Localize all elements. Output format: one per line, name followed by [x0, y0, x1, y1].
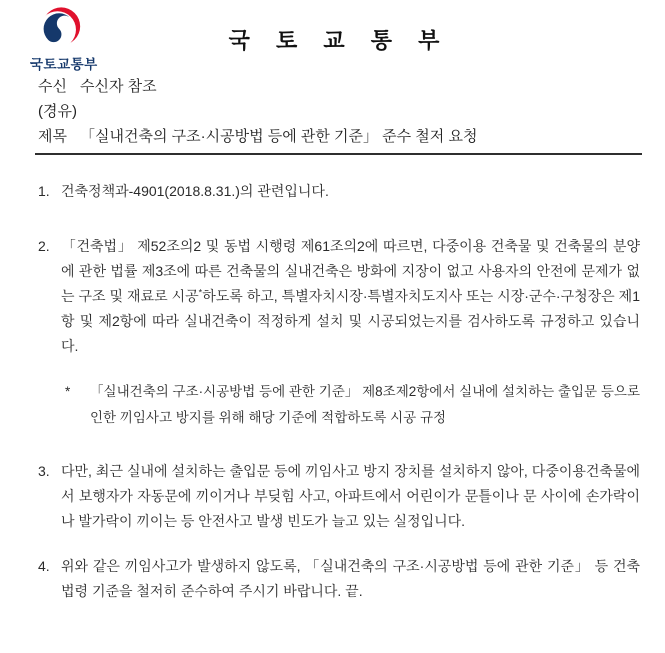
ministry-emblem-icon	[39, 6, 81, 50]
paragraph-1-text: 건축정책과-4901(2018.8.31.)의 관련입니다.	[61, 183, 329, 199]
paragraph-3	[38, 459, 640, 534]
footnote	[65, 379, 640, 431]
recipient-label: 수신	[38, 78, 67, 95]
document-title: 국 토 교 통 부	[228, 28, 450, 53]
paragraph-2-text-before-note: 「건축법」 제52조의2 및 동법 시행령 제61조의2에 따르면, 다중이용 건축물 및 건축물의 분양에 관한 법률 제3조에 따른 건축물의 실내건축은 방화에 지장이 없고 사용자의 안전에 문제가 없는 구조 및 재료로 시공	[61, 238, 640, 304]
letter-body	[38, 179, 640, 604]
via-line: (경유)	[38, 103, 77, 120]
ministry-logo	[30, 6, 98, 73]
paragraph-2	[38, 234, 640, 359]
subject-line	[38, 124, 640, 149]
paragraph-4-number: 4.	[38, 558, 50, 574]
recipient-line	[38, 74, 640, 99]
footnote-reference-marker: *	[198, 287, 203, 298]
paragraph-4-text: 위와 같은 끼임사고가 발생하지 않도록, 「실내건축의 구조·시공방법 등에 관한 기준」 등 건축법령 기준을 철저히 준수하여 주시기 바랍니다. 끝.	[61, 558, 640, 599]
recipient-value: 수신자 참조	[80, 78, 157, 95]
paragraph-2-number: 2.	[38, 238, 50, 254]
subject-label: 제목	[38, 128, 67, 145]
paragraph-3-number: 3.	[38, 463, 50, 479]
footnote-marker: *	[65, 384, 71, 399]
subject-value: 「실내건축의 구조·시공방법 등에 관한 기준」 준수 철저 요청	[80, 128, 478, 145]
ministry-logo-label: 국토교통부	[30, 57, 98, 72]
letter-meta	[38, 74, 640, 149]
divider-rule	[35, 153, 642, 155]
paragraph-2-text-after-note: 하도록 하고, 특별자치시장·특별자치도지사 또는 시장·군수·구청장은 제1항 및 제2항에 따라 실내건축이 적정하게 설치 및 시공되었는지를 검사하도록 규정하고 있습니다.	[61, 288, 640, 354]
footnote-text: 「실내건축의 구조·시공방법 등에 관한 기준」 제8조제2항에서 실내에 설치하는 출입문 등으로 인한 끼임사고 방지를 위해 해당 기준에 적합하도록 시공 규정	[90, 384, 640, 425]
paragraph-1	[38, 179, 640, 204]
paragraph-1-number: 1.	[38, 183, 50, 199]
paragraph-4	[38, 554, 640, 604]
paragraph-3-text: 다만, 최근 실내에 설치하는 출입문 등에 끼임사고 방지 장치를 설치하지 않아, 다중이용건축물에서 보행자가 자동문에 끼이거나 부딪힘 사고, 아파트에서 어린이가 문틀이나 문 사이에 손가락이나 발가락이 끼이는 등 안전사고 발생 빈도가 늘고 있는 실정입니다.	[61, 463, 640, 529]
